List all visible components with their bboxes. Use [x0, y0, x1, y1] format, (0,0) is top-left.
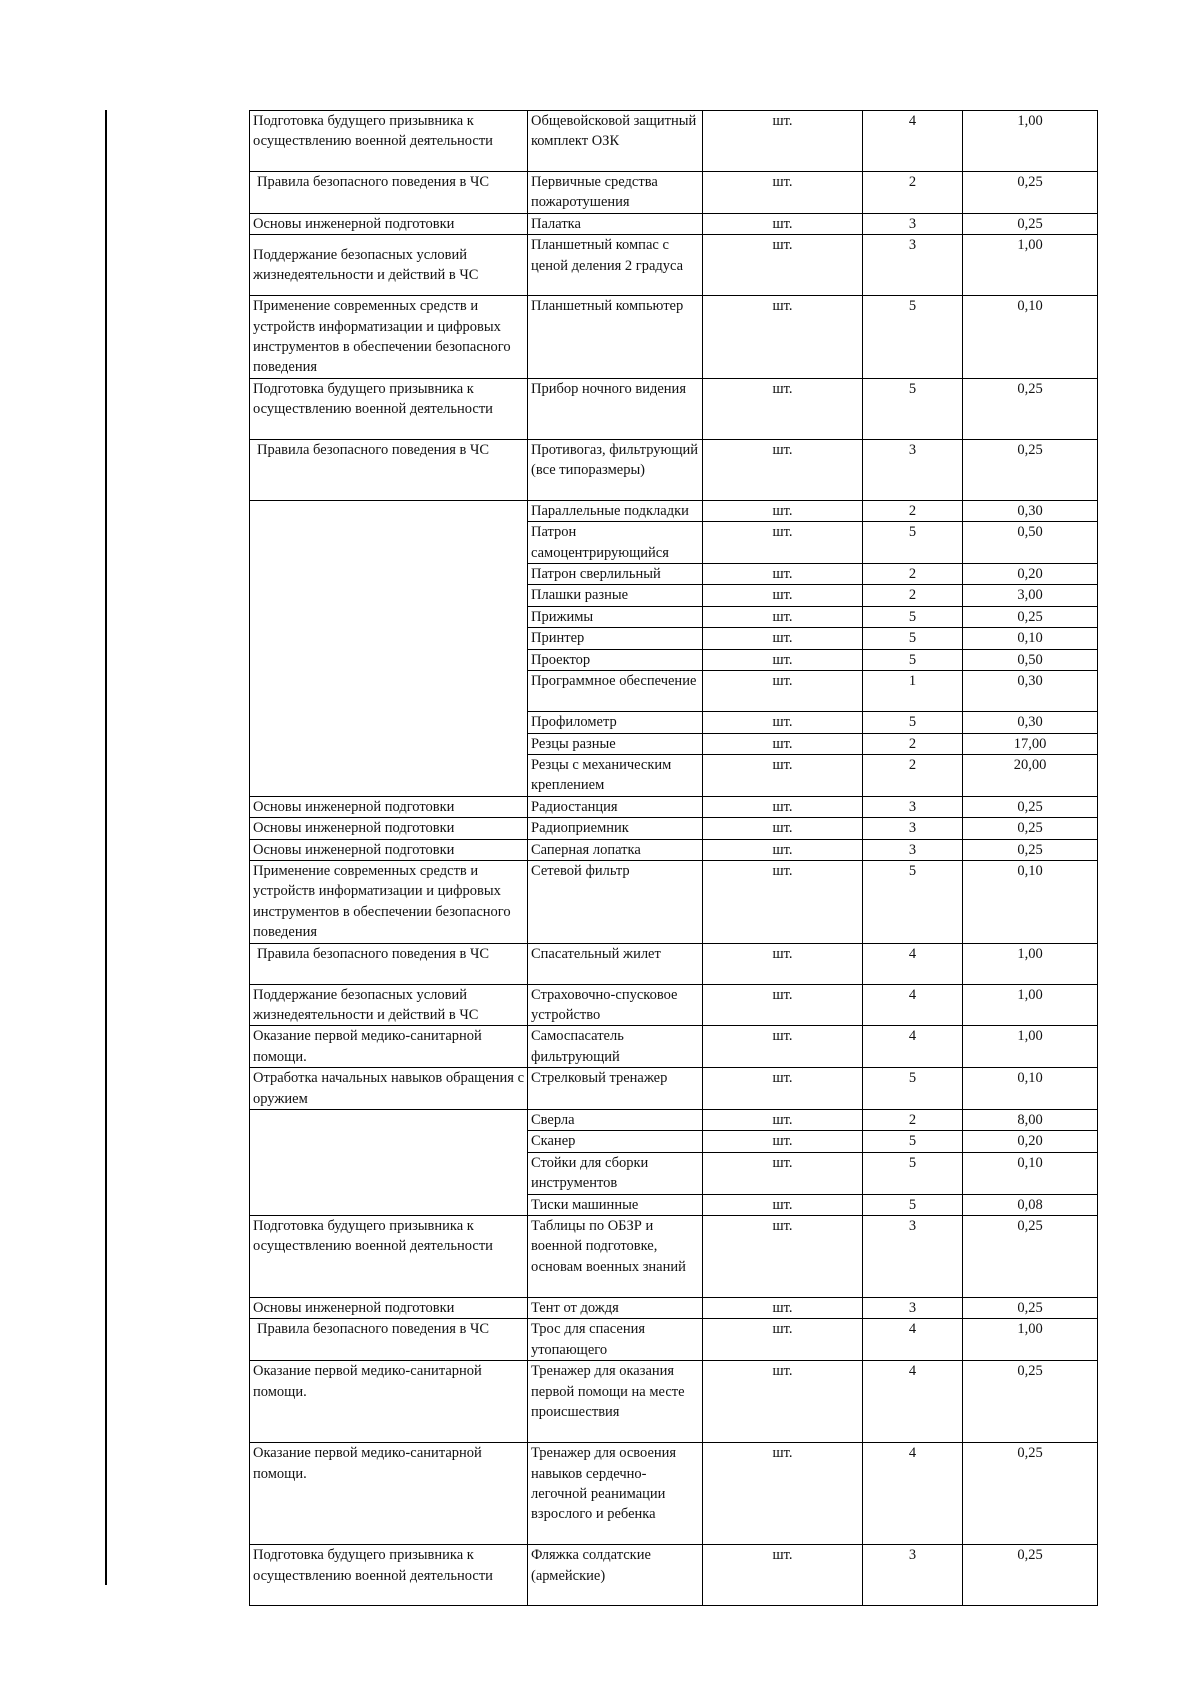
section-cell: Поддержание безопасных условий жизнедеятельности и действий в ЧС — [250, 984, 528, 1026]
item-cell: Тиски машинные — [528, 1194, 703, 1215]
table-row — [250, 439, 1098, 500]
coef-cell: 0,25 — [963, 1545, 1098, 1606]
section-cell: Отработка начальных навыков обращения с оружием — [250, 1068, 528, 1110]
section-cell: Основы инженерной подготовки — [250, 796, 528, 817]
qty-cell: 5 — [863, 1068, 963, 1110]
qty-cell: 3 — [863, 1545, 963, 1606]
qty-cell: 5 — [863, 712, 963, 733]
item-cell: Палатка — [528, 213, 703, 234]
unit-cell: шт. — [703, 111, 863, 172]
item-cell: Общевойсковой защитный комплект ОЗК — [528, 111, 703, 172]
unit-cell: шт. — [703, 1443, 863, 1545]
unit-cell: шт. — [703, 649, 863, 670]
qty-cell: 2 — [863, 172, 963, 214]
table-row — [250, 1443, 1098, 1545]
unit-cell: шт. — [703, 671, 863, 712]
item-cell: Саперная лопатка — [528, 839, 703, 860]
section-cell: Подготовка будущего призывника к осуществлению военной деятельности — [250, 378, 528, 439]
qty-cell: 2 — [863, 585, 963, 606]
coef-cell: 1,00 — [963, 1026, 1098, 1068]
unit-cell: шт. — [703, 235, 863, 296]
unit-cell: шт. — [703, 984, 863, 1026]
item-cell: Параллельные подкладки — [528, 500, 703, 521]
unit-cell: шт. — [703, 1319, 863, 1361]
section-cell: Применение современных средств и устройств информатизации и цифровых инструментов в обеспечении безопасного поведения — [250, 296, 528, 379]
item-cell: Планшетный компьютер — [528, 296, 703, 379]
coef-cell: 0,30 — [963, 500, 1098, 521]
item-cell: Радиостанция — [528, 796, 703, 817]
equipment-table — [249, 110, 1098, 1606]
unit-cell: шт. — [703, 439, 863, 500]
table-row — [250, 1110, 1098, 1131]
coef-cell: 0,10 — [963, 1068, 1098, 1110]
qty-cell: 5 — [863, 296, 963, 379]
item-cell: Планшетный компас с ценой деления 2 градуса — [528, 235, 703, 296]
section-cell: Поддержание безопасных условий жизнедеятельности и действий в ЧС — [250, 235, 528, 296]
item-cell: Стрелковый тренажер — [528, 1068, 703, 1110]
unit-cell: шт. — [703, 796, 863, 817]
qty-cell: 3 — [863, 213, 963, 234]
qty-cell: 5 — [863, 1152, 963, 1194]
table-row — [250, 1026, 1098, 1068]
qty-cell: 1 — [863, 671, 963, 712]
coef-cell: 1,00 — [963, 111, 1098, 172]
coef-cell: 0,50 — [963, 649, 1098, 670]
coef-cell: 0,25 — [963, 1443, 1098, 1545]
item-cell: Радиоприемник — [528, 818, 703, 839]
item-cell: Трос для спасения утопающего — [528, 1319, 703, 1361]
item-cell: Плашки разные — [528, 585, 703, 606]
section-cell: Основы инженерной подготовки — [250, 213, 528, 234]
table-row — [250, 1361, 1098, 1443]
coef-cell: 3,00 — [963, 585, 1098, 606]
coef-cell: 0,30 — [963, 712, 1098, 733]
table-row — [250, 172, 1098, 214]
unit-cell: шт. — [703, 860, 863, 943]
unit-cell: шт. — [703, 1194, 863, 1215]
unit-cell: шт. — [703, 1131, 863, 1152]
section-cell: Применение современных средств и устройств информатизации и цифровых инструментов в обеспечении безопасного поведения — [250, 860, 528, 943]
item-cell: Самоспасатель фильтрующий — [528, 1026, 703, 1068]
qty-cell: 5 — [863, 378, 963, 439]
section-cell: Правила безопасного поведения в ЧС — [250, 172, 528, 214]
unit-cell: шт. — [703, 1152, 863, 1194]
item-cell: Тренажер для освоения навыков сердечно-легочной реанимации взрослого и ребенка — [528, 1443, 703, 1545]
item-cell: Прибор ночного видения — [528, 378, 703, 439]
section-cell: Подготовка будущего призывника к осуществлению военной деятельности — [250, 1545, 528, 1606]
qty-cell: 5 — [863, 606, 963, 627]
qty-cell: 4 — [863, 943, 963, 984]
table-row — [250, 818, 1098, 839]
table-row — [250, 378, 1098, 439]
table-row — [250, 235, 1098, 296]
coef-cell: 0,25 — [963, 378, 1098, 439]
coef-cell: 0,30 — [963, 671, 1098, 712]
qty-cell: 5 — [863, 1194, 963, 1215]
item-cell: Противогаз, фильтрующий (все типоразмеры) — [528, 439, 703, 500]
unit-cell: шт. — [703, 1545, 863, 1606]
item-cell: Прижимы — [528, 606, 703, 627]
unit-cell: шт. — [703, 172, 863, 214]
qty-cell: 5 — [863, 522, 963, 564]
item-cell: Резцы с механическим креплением — [528, 754, 703, 796]
unit-cell: шт. — [703, 818, 863, 839]
section-cell: Основы инженерной подготовки — [250, 818, 528, 839]
qty-cell: 3 — [863, 839, 963, 860]
coef-cell: 0,25 — [963, 172, 1098, 214]
qty-cell: 5 — [863, 628, 963, 649]
unit-cell: шт. — [703, 1110, 863, 1131]
section-cell: Правила безопасного поведения в ЧС — [250, 1319, 528, 1361]
coef-cell: 0,20 — [963, 1131, 1098, 1152]
unit-cell: шт. — [703, 564, 863, 585]
qty-cell: 5 — [863, 860, 963, 943]
coef-cell: 0,10 — [963, 296, 1098, 379]
table-row — [250, 796, 1098, 817]
unit-cell: шт. — [703, 522, 863, 564]
coef-cell: 17,00 — [963, 733, 1098, 754]
coef-cell: 8,00 — [963, 1110, 1098, 1131]
qty-cell: 4 — [863, 1026, 963, 1068]
item-cell: Стойки для сборки инструментов — [528, 1152, 703, 1194]
item-cell: Сетевой фильтр — [528, 860, 703, 943]
coef-cell: 1,00 — [963, 984, 1098, 1026]
unit-cell: шт. — [703, 213, 863, 234]
unit-cell: шт. — [703, 606, 863, 627]
section-cell: Оказание первой медико-санитарной помощи. — [250, 1443, 528, 1545]
unit-cell: шт. — [703, 378, 863, 439]
coef-cell: 1,00 — [963, 235, 1098, 296]
qty-cell: 3 — [863, 818, 963, 839]
qty-cell: 3 — [863, 1298, 963, 1319]
coef-cell: 0,25 — [963, 796, 1098, 817]
item-cell: Таблицы по ОБЗР и военной подготовке, основам военных знаний — [528, 1216, 703, 1298]
table-row — [250, 1298, 1098, 1319]
item-cell: Резцы разные — [528, 733, 703, 754]
item-cell: Профилометр — [528, 712, 703, 733]
qty-cell: 4 — [863, 1319, 963, 1361]
section-cell — [250, 500, 528, 796]
section-cell: Правила безопасного поведения в ЧС — [250, 439, 528, 500]
item-cell: Фляжка солдатские (армейские) — [528, 1545, 703, 1606]
coef-cell: 0,10 — [963, 860, 1098, 943]
table-row — [250, 839, 1098, 860]
coef-cell: 0,25 — [963, 1298, 1098, 1319]
table-row — [250, 943, 1098, 984]
qty-cell: 4 — [863, 1443, 963, 1545]
qty-cell: 4 — [863, 111, 963, 172]
coef-cell: 0,25 — [963, 606, 1098, 627]
table-row — [250, 111, 1098, 172]
section-cell: Подготовка будущего призывника к осуществлению военной деятельности — [250, 111, 528, 172]
qty-cell: 3 — [863, 439, 963, 500]
qty-cell: 2 — [863, 500, 963, 521]
qty-cell: 2 — [863, 754, 963, 796]
coef-cell: 0,25 — [963, 1216, 1098, 1298]
unit-cell: шт. — [703, 296, 863, 379]
item-cell: Патрон самоцентрирующийся — [528, 522, 703, 564]
section-cell: Основы инженерной подготовки — [250, 839, 528, 860]
table-row — [250, 213, 1098, 234]
table-row — [250, 500, 1098, 521]
item-cell: Тент от дождя — [528, 1298, 703, 1319]
qty-cell: 3 — [863, 235, 963, 296]
item-cell: Сверла — [528, 1110, 703, 1131]
section-cell: Оказание первой медико-санитарной помощи. — [250, 1361, 528, 1443]
table-row — [250, 296, 1098, 379]
coef-cell: 1,00 — [963, 943, 1098, 984]
qty-cell: 2 — [863, 1110, 963, 1131]
unit-cell: шт. — [703, 500, 863, 521]
qty-cell: 4 — [863, 984, 963, 1026]
item-cell: Сканер — [528, 1131, 703, 1152]
item-cell: Программное обеспечение — [528, 671, 703, 712]
unit-cell: шт. — [703, 1216, 863, 1298]
item-cell: Первичные средства пожаротушения — [528, 172, 703, 214]
margin-rule — [105, 110, 107, 1585]
item-cell: Тренажер для оказания первой помощи на месте происшествия — [528, 1361, 703, 1443]
section-cell: Основы инженерной подготовки — [250, 1298, 528, 1319]
item-cell: Проектор — [528, 649, 703, 670]
table-row — [250, 1319, 1098, 1361]
coef-cell: 0,10 — [963, 628, 1098, 649]
unit-cell: шт. — [703, 754, 863, 796]
coef-cell: 0,25 — [963, 818, 1098, 839]
unit-cell: шт. — [703, 943, 863, 984]
unit-cell: шт. — [703, 839, 863, 860]
item-cell: Патрон сверлильный — [528, 564, 703, 585]
table-row — [250, 1545, 1098, 1606]
qty-cell: 3 — [863, 796, 963, 817]
unit-cell: шт. — [703, 1026, 863, 1068]
unit-cell: шт. — [703, 1361, 863, 1443]
coef-cell: 0,25 — [963, 213, 1098, 234]
item-cell: Спасательный жилет — [528, 943, 703, 984]
coef-cell: 0,25 — [963, 1361, 1098, 1443]
table-row — [250, 1216, 1098, 1298]
unit-cell: шт. — [703, 712, 863, 733]
coef-cell: 0,25 — [963, 439, 1098, 500]
section-cell: Правила безопасного поведения в ЧС — [250, 943, 528, 984]
table-row — [250, 860, 1098, 943]
unit-cell: шт. — [703, 628, 863, 649]
qty-cell: 3 — [863, 1216, 963, 1298]
section-cell — [250, 1110, 528, 1216]
coef-cell: 0,10 — [963, 1152, 1098, 1194]
table-row — [250, 1068, 1098, 1110]
coef-cell: 0,50 — [963, 522, 1098, 564]
item-cell: Страховочно-спусковое устройство — [528, 984, 703, 1026]
coef-cell: 0,25 — [963, 839, 1098, 860]
coef-cell: 1,00 — [963, 1319, 1098, 1361]
unit-cell: шт. — [703, 1068, 863, 1110]
qty-cell: 4 — [863, 1361, 963, 1443]
section-cell: Оказание первой медико-санитарной помощи. — [250, 1026, 528, 1068]
unit-cell: шт. — [703, 1298, 863, 1319]
qty-cell: 5 — [863, 649, 963, 670]
unit-cell: шт. — [703, 733, 863, 754]
table-row — [250, 984, 1098, 1026]
coef-cell: 20,00 — [963, 754, 1098, 796]
qty-cell: 2 — [863, 564, 963, 585]
item-cell: Принтер — [528, 628, 703, 649]
qty-cell: 2 — [863, 733, 963, 754]
section-cell: Подготовка будущего призывника к осуществлению военной деятельности — [250, 1216, 528, 1298]
qty-cell: 5 — [863, 1131, 963, 1152]
coef-cell: 0,20 — [963, 564, 1098, 585]
unit-cell: шт. — [703, 585, 863, 606]
coef-cell: 0,08 — [963, 1194, 1098, 1215]
